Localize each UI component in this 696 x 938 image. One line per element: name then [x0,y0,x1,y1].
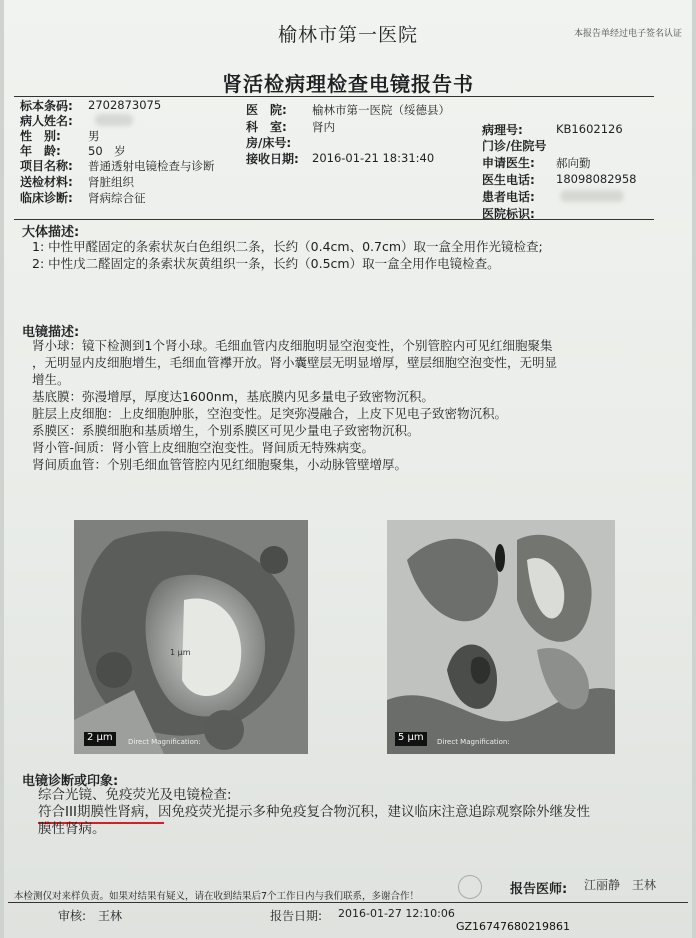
top-rule [14,96,654,97]
field-label: 项目名称: [20,159,73,173]
verify-note: 本报告单经过电子签名认证 [573,29,682,39]
wechat-watermark-icon [458,875,482,899]
em-line: ，无明显内皮细胞增生，毛细血管襻开放。肾小囊壁层无明显增厚，壁层细胞空泡变性，无明显 [32,355,558,370]
field-label: 送检材料: [20,175,73,189]
field-label: 房/床号: [246,136,292,150]
disclaimer: 本检测仅对来样负责。如果对结果有疑义，请在收到结果后7个工作日内与我们联系，多谢合作！ [14,891,420,902]
em-line: 肾小管-间质：肾小管上皮细胞空泡变性。肾间质无特殊病变。 [32,440,375,455]
em-line: 系膜区：系膜细胞和基质增生，个别系膜区可见少量电子致密物沉积。 [32,423,420,438]
em-micrograph-2 [387,520,615,754]
field-label: 年 龄: [20,144,61,158]
field-label: 临床诊断: [20,191,73,205]
diagnosis-line: 膜性肾病。 [38,821,106,837]
em-line: 肾间质血管：个别毛细血管管腔内见红细胞聚集，小动脉管壁增厚。 [32,457,408,472]
sex-value: 男 [88,129,100,143]
inner-measure: 1 μm [170,648,191,657]
doctor-value: 郝向勤 [556,156,591,170]
diagnosis-heading: 电镜诊断或印象: [22,774,119,789]
footer-rule [8,902,688,903]
field-label: 科 室: [246,120,287,134]
hospital-value: 榆林市第一医院（绥德县） [312,103,450,117]
em-line: 肾小球：镜下检测到1个肾小球。毛细血管内皮细胞明显空泡变性，个别管腔内可见红细胞聚集 [32,338,553,353]
em-micrograph-1 [74,520,308,754]
hospital-name: 榆林市第一医院 [277,24,418,46]
barcode-value: 2702873075 [88,98,162,112]
scale-bar-2: 5 μm [395,732,427,746]
magnification-1: Direct Magnification: [128,738,201,746]
pathology-no: KB1602126 [556,122,623,136]
reviewer-label: 审核: [58,909,87,923]
redacted-phone [560,190,624,202]
em-line: 基底膜：弥漫增厚，厚度达1600nm，基底膜内见多量电子致密物沉积。 [32,389,434,404]
em-desc-heading: 电镜描述: [22,325,80,340]
field-label: 医院标识: [482,207,535,221]
micrograph-2-texture [387,520,615,754]
date-label: 报告日期: [270,909,323,923]
receive-date: 2016-01-21 18:31:40 [312,151,435,165]
field-label: 申请医生: [482,156,535,170]
em-line: 脏层上皮细胞：上皮细胞肿胀，空泡变性。足突弥漫融合，上皮下见电子致密物沉积。 [32,406,508,421]
gross-line: 1: 中性甲醛固定的条索状灰白色组织二条，长约（0.4cm、0.7cm）取一盒全用作光镜检查; [32,239,543,254]
micrograph-1-texture [74,520,308,754]
report-title: 肾活检病理检查电镜报告书 [222,72,474,96]
field-label: 患者电话: [482,190,535,204]
field-label: 接收日期: [246,152,299,166]
item-value: 普通透射电镜检查与诊断 [88,159,215,173]
reporter-signature: 江丽静 王林 [584,878,657,892]
reviewer-value: 王林 [98,909,123,923]
em-line: 增生。 [32,372,70,387]
field-label: 病人姓名: [20,114,73,128]
field-label: 医生电话: [482,173,535,187]
material-value: 肾脏组织 [88,175,134,189]
dept-value: 肾内 [312,120,335,134]
reporter-label: 报告医师: [510,882,568,897]
field-label: 性 别: [20,129,61,143]
gross-line: 2: 中性戊二醛固定的条索状灰黄组织一条，长约（0.5cm）取一盒全用作电镜检查。 [32,256,500,271]
redacted-name [95,114,133,126]
field-label: 医 院: [246,103,287,117]
diagnosis-value: 肾病综合征 [88,191,146,205]
scale-bar-1: 2 μm [84,732,116,746]
magnification-2: Direct Magnification: [437,738,510,746]
report-code: GZ16747680219861 [456,920,571,933]
report-date: 2016-01-27 12:10:06 [338,907,455,920]
age-value: 50 岁 [88,144,126,158]
doctor-phone: 18098082958 [556,172,637,186]
gross-heading: 大体描述: [22,225,80,240]
field-label: 病理号: [482,123,523,137]
field-label: 门诊/住院号 [482,139,547,153]
diagnosis-line: 符合III期膜性肾病，因免疫荧光提示多种免疫复合物沉积，建议临床注意追踪观察除外继发性 [38,804,590,820]
info-rule [14,219,654,220]
diagnosis-line: 综合光镜、免疫荧光及电镜检查: [38,787,232,803]
field-label: 标本条码: [20,99,73,113]
